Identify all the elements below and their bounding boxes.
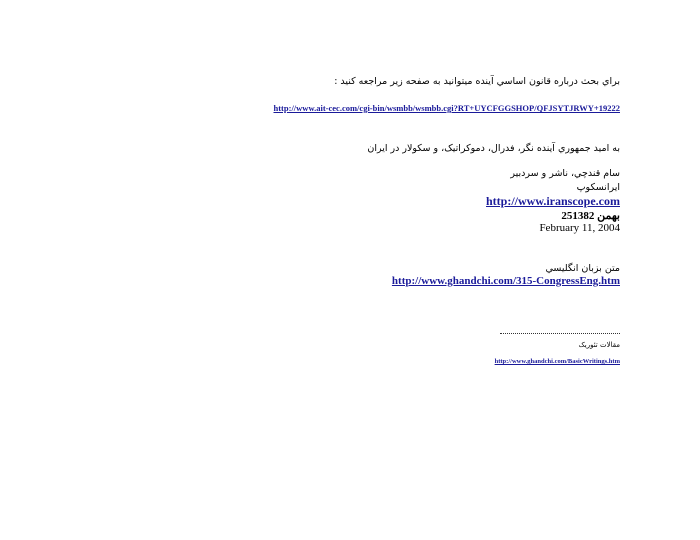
congress-link-row (392, 274, 620, 287)
iranscope-link-row (486, 194, 620, 209)
english-date: February 11, 2004 (539, 222, 620, 234)
english-version-label: متن بزبان انگليسي (545, 263, 620, 274)
hope-text: به اميد جمهوري آينده نگر، فدرال، دموكراتيک، و سكولار در ايران (367, 143, 620, 154)
author-line: سام قندچي، ناشر و سردبير (510, 168, 620, 179)
iranscope-link[interactable]: http://www.iranscope.com (486, 194, 620, 208)
forum-link-row (274, 103, 621, 114)
congress-link[interactable]: http://www.ghandchi.com/315-CongressEng.htm (391, 275, 620, 287)
forum-link[interactable]: http://www.ait-cec.com/cgi-bin/wsmbb/wsmbb.cgi?RT+UYCFGGSHOP/QFJSYTJRWY+19222 (273, 103, 620, 113)
basic-link-row (495, 357, 620, 365)
persian-date: 25بهمن 1382 (561, 210, 620, 222)
basic-writings-label: مقالات تئوريک (578, 341, 620, 349)
divider (500, 333, 620, 334)
intro-text: براي بحث درباره قانون اساسي آينده ميتوانيد به صفحه زير مراجعه كنيد : (334, 76, 620, 87)
basic-writings-link[interactable]: http://www.ghandchi.com/BasicWritings.htm (494, 358, 620, 365)
site-name: ايرانسكوپ (576, 182, 620, 193)
